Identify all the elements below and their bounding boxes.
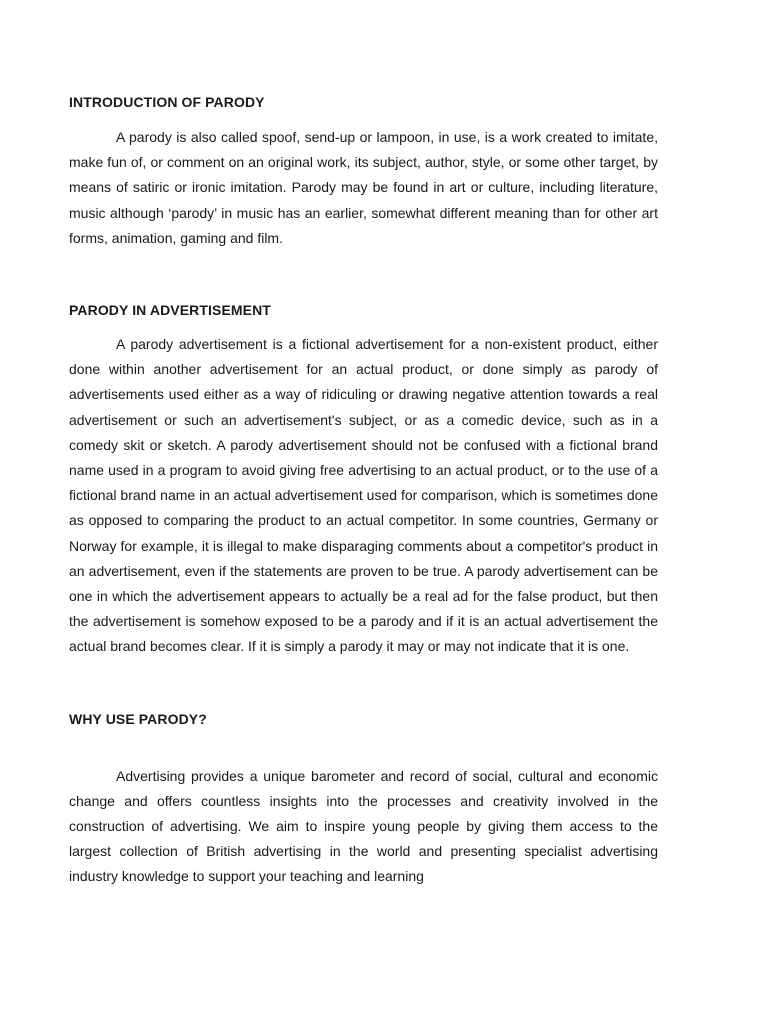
section-heading-advertisement: PARODY IN ADVERTISEMENT (69, 302, 271, 319)
section-paragraph-advertisement: A parody advertisement is a fictional advertisement for a non-existent product, either done within another advertisement for an actual product, or done simply as parody of advertisements used either as a way of ridiculing or drawing negative attention towards a real advertisement or such an advertisement's subject, or as a comedic device, such as in a comedy skit or sketch. A parody advertisement should not be confused with a fictional brand name used in a program to avoid giving free advertising to an actual product, or to the use of a fictional brand name in an actual advertisement used for comparison, which is sometimes done as opposed to comparing the product to an actual competitor. In some countries, Germany or Norway for example, it is illegal to make disparaging comments about a competitor's product in an advertisement, even if the statements are proven to be true. A parody advertisement can be one in which the advertisement appears to actually be a real ad for the false product, but then the advertisement is somehow exposed to be a parody and if it is an actual advertisement the actual brand becomes clear. If it is simply a parody it may or may not indicate that it is one. (69, 336, 658, 655)
document-page (69, 90, 658, 890)
section-heading-introduction: INTRODUCTION OF PARODY (69, 94, 265, 110)
section-paragraph-introduction: A parody is also called spoof, send-up or lampoon, in use, is a work created to imitate, make fun of, or comment on an original work, its subject, author, style, or some other target, by means of satiric or ironic imitation. Parody may be found in art or culture, including literature, music although ‘parody’ in music has an earlier, somewhat different meaning than for other art forms, animation, gaming and film. (69, 129, 658, 246)
section-paragraph-why-parody: Advertising provides a unique barometer and record of social, cultural and economic change and offers countless insights into the processes and creativity involved in the construction of advertising. We aim to inspire young people by giving them access to the largest collection of British advertising in the world and presenting specialist advertising industry knowledge to support your teaching and learning (69, 767, 658, 885)
section-heading-why-parody: WHY USE PARODY? (69, 710, 207, 727)
